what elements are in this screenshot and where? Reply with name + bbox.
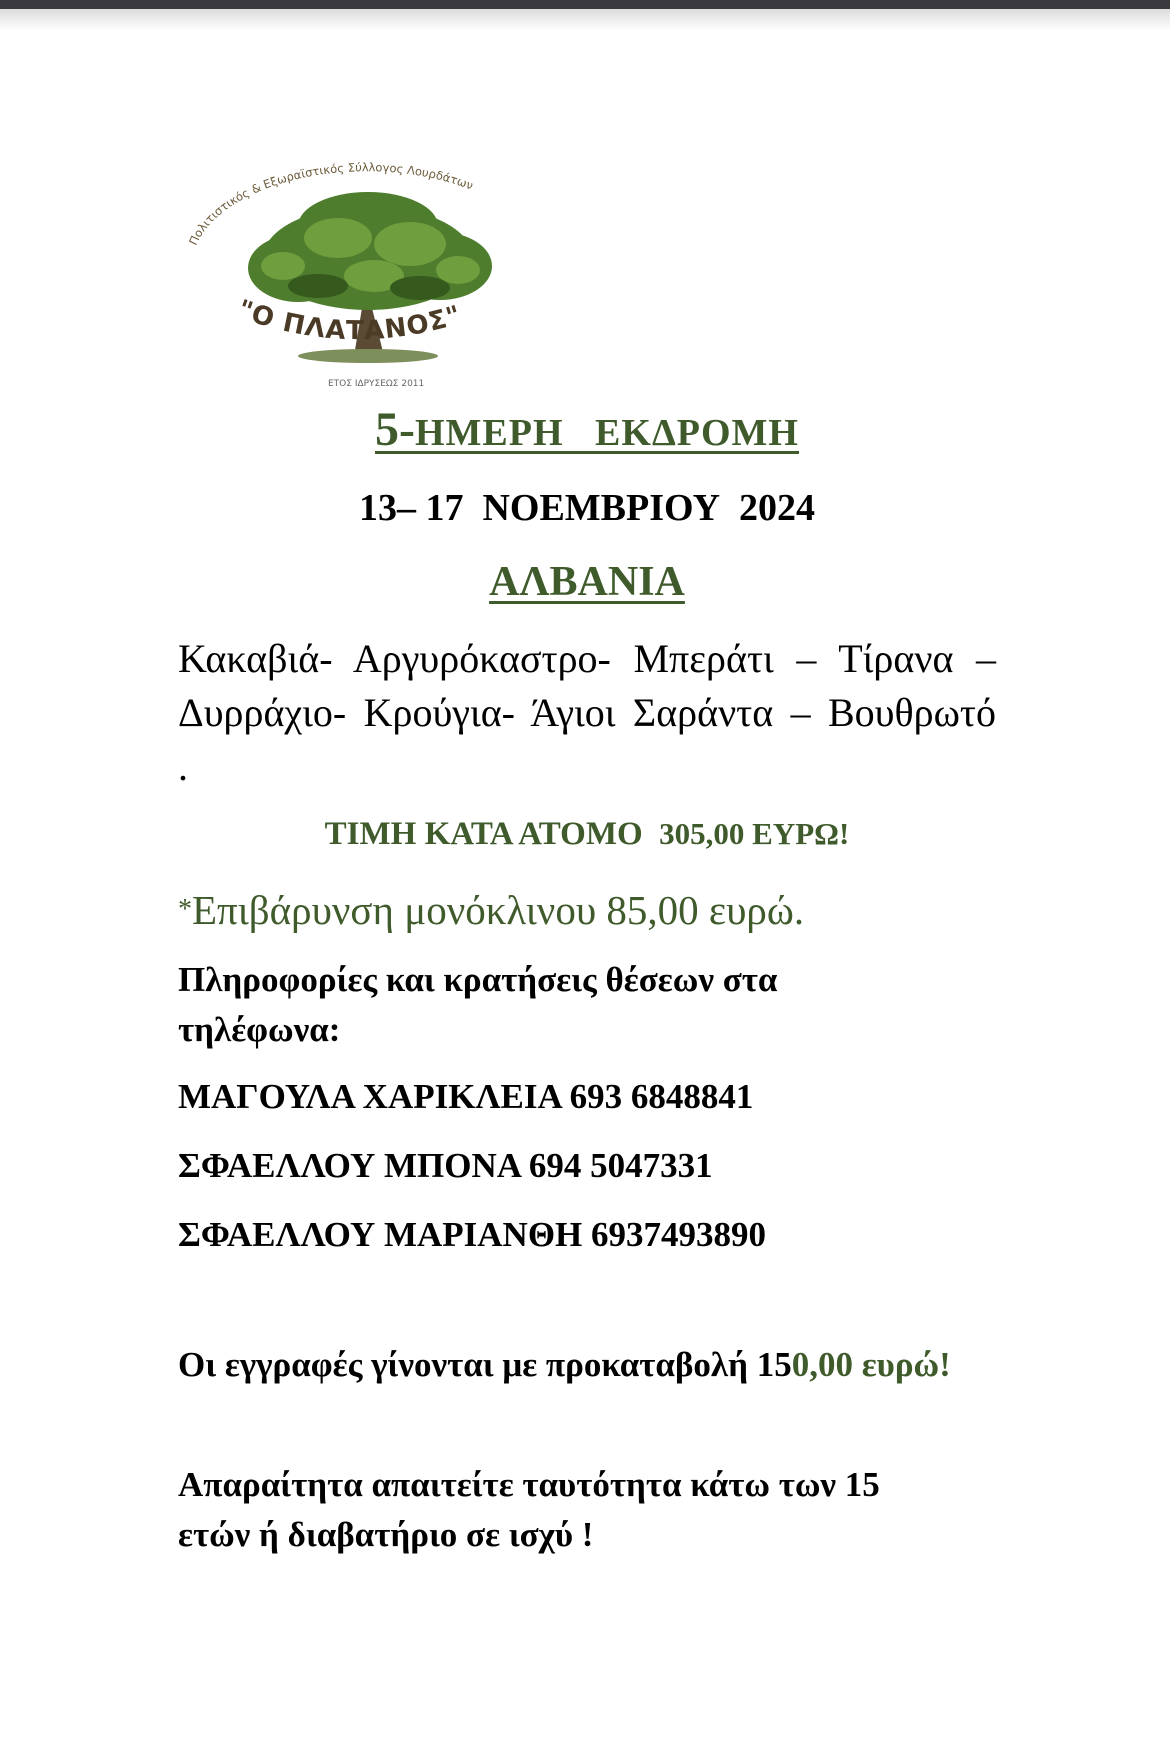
deposit-text: Οι εγγραφές γίνονται με προκαταβολή 15 [178, 1345, 792, 1384]
single-room-surcharge [178, 884, 996, 936]
deposit-amount: 0,00 ευρώ! [791, 1345, 951, 1384]
title-prefix: 5- [375, 403, 415, 456]
trip-dates: 13– 17 ΝΟΕΜΒΡΙΟΥ 2024 [358, 487, 816, 529]
destination-country: ΑΛΒΑΝΙΑ [489, 559, 685, 605]
contact-3: ΣΦΑΕΛΛΟΥ ΜΑΡΙΑΝΘΗ 6937493890 [178, 1215, 767, 1254]
title-rest: ΗΜΕΡΗ ΕΚΔΡΟΜΗ [415, 412, 799, 454]
tree-logo-graphic [178, 158, 556, 390]
logo-name: "Ο ΠΛΑΤΑΝΟΣ" [233, 294, 466, 347]
price-amount: 305,00 ΕΥΡΩ! [659, 816, 850, 851]
required-documents-note: Απαραίτητα απαιτείτε ταυτότητα κάτω των 15 ετών ή διαβατήριο σε ισχύ ! [178, 1465, 880, 1554]
logo-arc-text: Πολιτιστικός & Εξωραϊστικός Σύλλογος Λουρδάτων [185, 160, 476, 248]
price-label: ΤΙΜΗ ΚΑΤΑ ΑΤΟΜΟ [324, 816, 643, 852]
page-title [178, 402, 996, 461]
info-heading: Πληροφορίες και κρατήσεις θέσεων στα τηλέφωνα: [178, 960, 778, 1049]
top-bar [0, 0, 1170, 9]
single-room-text: Επιβάρυνση μονόκλινου 85,00 ευρώ. [192, 887, 805, 933]
logo-founded: ΕΤΟΣ ΙΔΡΥΣΕΩΣ 2011 [328, 379, 425, 389]
price-line [178, 812, 996, 856]
contact-1: ΜΑΓΟΥΛΑ ΧΑΡΙΚΛΕΙΑ 693 6848841 [178, 1077, 754, 1116]
asterisk: * [178, 894, 192, 925]
deposit-note [178, 1340, 996, 1390]
route-description: Κακαβιά- Αργυρόκαστρο- Μπεράτι – Τίρανα – Δυρράχιο- Κρούγια- Άγιοι Σαράντα – Βουθρωτό . [178, 636, 996, 789]
club-logo [178, 158, 556, 390]
contact-2: ΣΦΑΕΛΛΟΥ ΜΠΟΝΑ 694 5047331 [178, 1146, 713, 1185]
top-shadow [0, 9, 1170, 31]
